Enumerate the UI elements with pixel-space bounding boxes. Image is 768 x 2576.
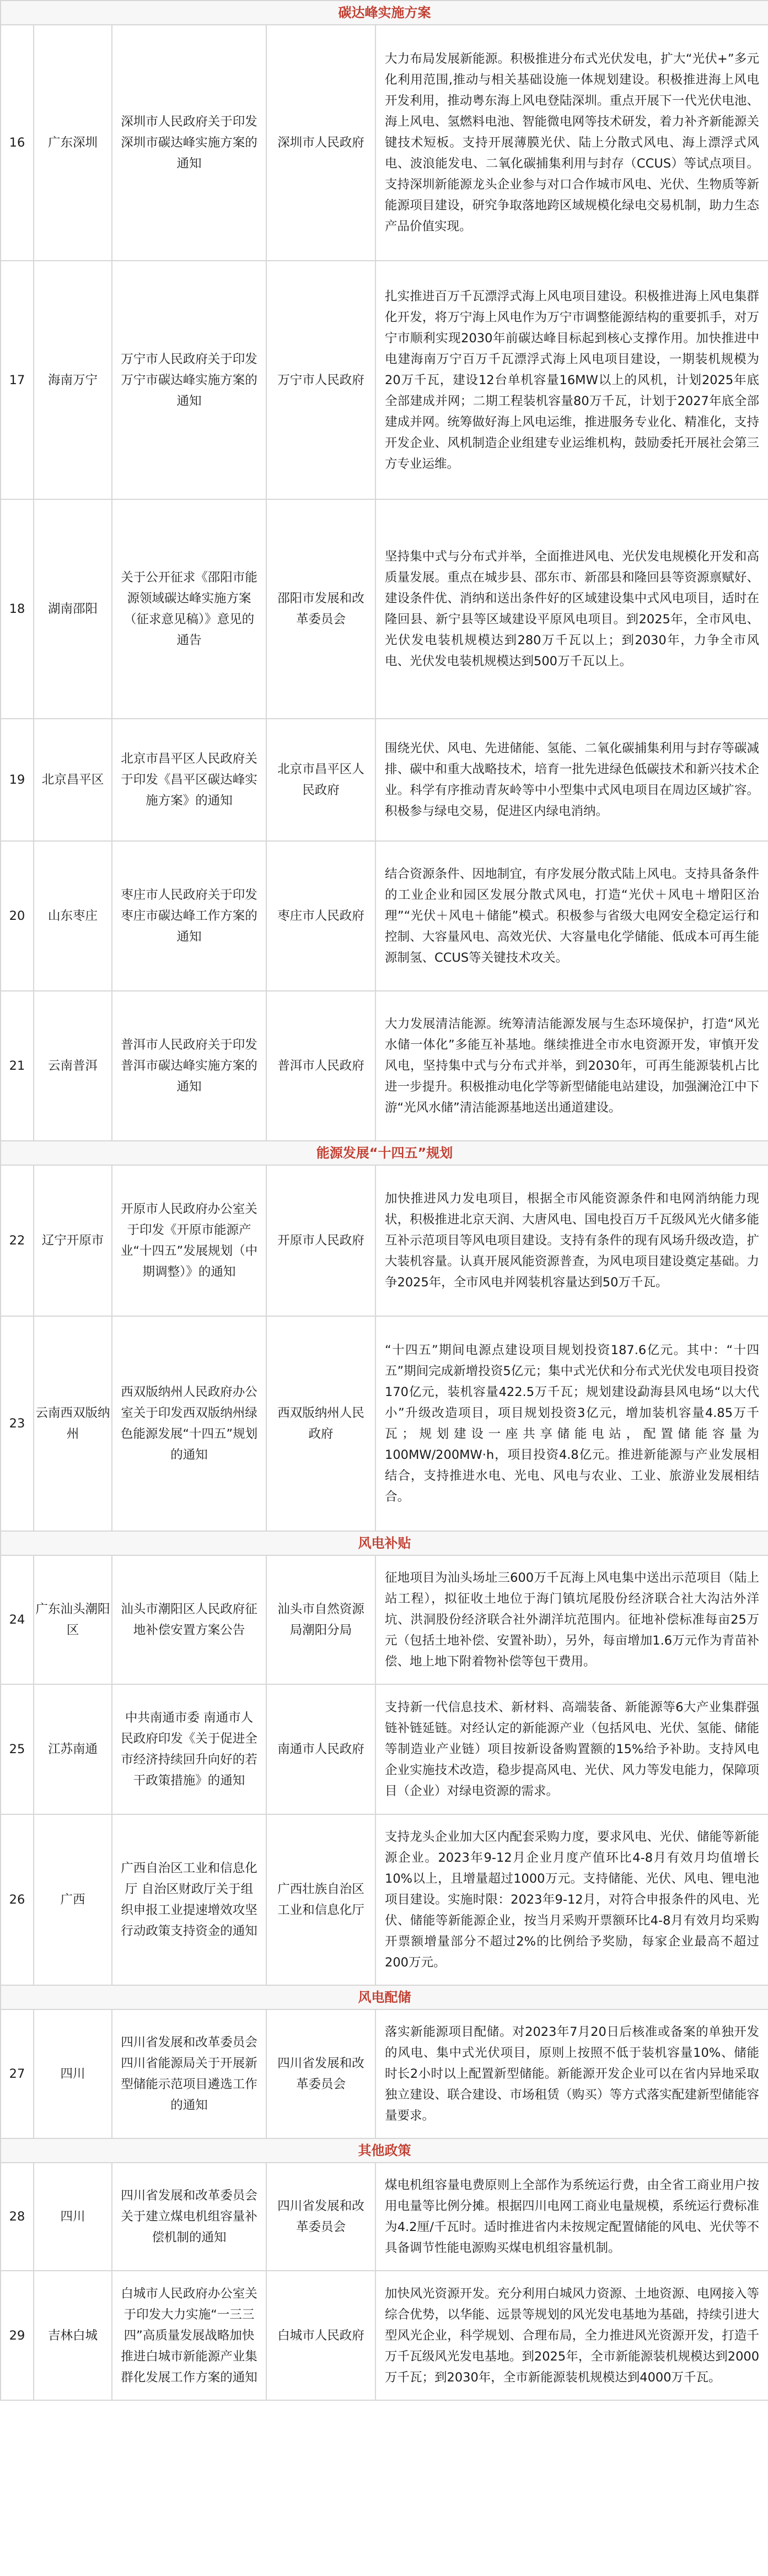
row-content: 围绕光伏、风电、先进储能、氢能、二氧化碳捕集利用与封存等碳减排、碳中和重大战略技术，培育一批先进绿色低碳技术和新兴技术企业。科学有序推动青灰岭等中小型集中式风电项目在周边区域扩容。积极参与绿电交易，促进区内绿电消纳。 [375,719,768,841]
section-title: 风电配储 [1,1985,768,2009]
table-row [1,2009,768,2138]
row-content: 扎实推进百万千瓦漂浮式海上风电项目建设。积极推进海上风电集群化开发，将万宁海上风电作为万宁市调整能源结构的重要抓手，对万宁市顺利实现2030年前碳达峰目标起到核心支撑作用。加快推进中电建海南万宁百万千瓦漂浮式海上风电项目建设，一期装机规模为20万千瓦，建设12台单机容量16MW以上的风机，计划2025年底全部建成并网；二期工程装机容量80万千瓦，计划于2027年底全部建成并网。统筹做好海上风电运维，推进服务专业化、精准化，支持开发企业、风机制造企业组建专业运维机构，鼓励委托开展社会第三方专业运维。 [375,261,768,499]
table-row [1,25,768,261]
row-region: 广东汕头潮阳区 [34,1555,112,1684]
row-document-name: 万宁市人民政府关于印发万宁市碳达峰实施方案的通知 [112,261,266,499]
row-number: 20 [1,841,34,991]
row-content: 坚持集中式与分布式并举，全面推进风电、光伏发电规模化开发和高质量发展。重点在城步县、邵东市、新邵县和隆回县等资源禀赋好、建设条件优、消纳和送出条件好的区域建设集中式风电项目，适时在隆回县、新宁县等区域建设平原风电项目。到2025年，全市风电、光伏发电装机规模达到280万千瓦以上；到2030年，力争全市风电、光伏发电装机规模达到500万千瓦以上。 [375,499,768,719]
row-content: 支持龙头企业加大区内配套采购力度，要求风电、光伏、储能等新能源企业。2023年9-12月企业月度产值环比4-8月有效月均值增长10%以上，且增量超过1000万元。支持储能、光伏、风电、锂电池项目建设。实施时限：2023年9-12月，对符合申报条件的风电、光伏、储能等新能源企业，按当月采购开票额环比4-8月有效月均采购开票额增量部分不超过2%的比例给予奖励，每家企业最高不超过200万元。 [375,1814,768,1985]
row-number: 16 [1,25,34,261]
row-content: “十四五”期间电源点建设项目规划投资187.6亿元。其中：“十四五”期间完成新增投资5亿元；集中式光伏和分布式光伏发电项目投资170亿元，装机容量422.5万千瓦；规划建设勐海县风电场“以大代小”升级改造项目，项目规划投资3亿元，增加装机容量4.85万千瓦；规划建设一座共享储能电站，配置储能容量为100MW/200MW·h，项目投资4.8亿元。推进新能源与产业发展相结合，支持推进水电、光电、风电与农业、工业、旅游业发展相结合。 [375,1316,768,1531]
row-content: 大力布局发展新能源。积极推进分布式光伏发电，扩大“光伏+”多元化利用范围,推动与相关基础设施一体规划建设。积极推进海上风电开发利用，推动粤东海上风电登陆深圳。重点开展下一代光伏电池、海上风电、氢燃料电池、智能微电网等技术研发，着力补齐新能源关键技术短板。支持开展薄膜光伏、陆上分散式风电、海上漂浮式风电、波浪能发电、二氧化碳捕集利用与封存（CCUS）等试点项目。支持深圳新能源龙头企业参与对口合作城市风电、光伏、生物质等新能源项目建设，研究争取落地跨区域规模化绿电交易机制，助力生态产品价值实现。 [375,25,768,261]
section-header [1,1531,768,1555]
row-issuer: 汕头市自然资源局潮阳分局 [266,1555,375,1684]
table-row [1,841,768,991]
table-row [1,261,768,499]
row-document-name: 开原市人民政府办公室关于印发《开原市能源产业“十四五”发展规划（中期调整）》的通知 [112,1165,266,1316]
row-issuer: 邵阳市发展和改革委员会 [266,499,375,719]
row-issuer: 白城市人民政府 [266,2271,375,2400]
row-content: 落实新能源项目配储。对2023年7月20日后核准或备案的单独开发的风电、集中式光伏项目，原则上按照不低于装机容量10%、储能时长2小时以上配置新型储能。新能源开发企业可以在省内异地采取独立建设、联合建设、市场租赁（购买）等方式落实配建新型储能容量要求。 [375,2009,768,2138]
row-content: 征地项目为汕头场址三600万千瓦海上风电集中送出示范项目（陆上站工程），拟征收土地位于海门镇坑尾股份经济联合社大沟沽外洋坑、洪洞股份经济联合社外湖洋坑范围内。征地补偿标准每亩25万元（包括土地补偿、安置补助），另外，每亩增加1.6万元作为青苗补偿、地上地下附着物补偿等包干费用。 [375,1555,768,1684]
row-issuer: 万宁市人民政府 [266,261,375,499]
table-row [1,499,768,719]
table-row [1,2271,768,2400]
table-row [1,1684,768,1814]
row-issuer: 深圳市人民政府 [266,25,375,261]
row-content: 加快风光资源开发。充分利用白城风力资源、土地资源、电网接入等综合优势，以华能、远景等规划的风光发电基地为基础，持续引进大型风光企业，科学规划、合理布局，全力推进风光资源开发，打造千万千瓦级风光发电基地。到2025年，全市新能源装机规模达到2000万千瓦；到2030年，全市新能源装机规模达到4000万千瓦。 [375,2271,768,2400]
table-row [1,1814,768,1985]
row-region: 北京昌平区 [34,719,112,841]
row-region: 云南普洱 [34,991,112,1141]
row-document-name: 白城市人民政府办公室关于印发大力实施“一三三四”高质量发展战略加快推进白城市新能源产业集群化发展工作方案的通知 [112,2271,266,2400]
row-number: 22 [1,1165,34,1316]
row-document-name: 深圳市人民政府关于印发深圳市碳达峰实施方案的通知 [112,25,266,261]
row-issuer: 南通市人民政府 [266,1684,375,1814]
row-document-name: 汕头市潮阳区人民政府征地补偿安置方案公告 [112,1555,266,1684]
row-number: 26 [1,1814,34,1985]
row-region: 四川 [34,2009,112,2138]
row-region: 广西 [34,1814,112,1985]
row-content: 结合资源条件、因地制宜，有序发展分散式陆上风电。支持具备条件的工业企业和园区发展分散式风电，打造“光伏＋风电＋增阳区治理”“光伏＋风电＋储能”模式。积极参与省级大电网安全稳定运行和控制、大容量风电、高效光伏、大容量电化学储能、低成本可再生能源制氢、CCUS等关键技术攻关。 [375,841,768,991]
row-number: 27 [1,2009,34,2138]
row-number: 19 [1,719,34,841]
row-issuer: 开原市人民政府 [266,1165,375,1316]
table-row [1,991,768,1141]
row-region: 海南万宁 [34,261,112,499]
row-region: 辽宁开原市 [34,1165,112,1316]
table-row [1,1316,768,1531]
row-region: 湖南邵阳 [34,499,112,719]
row-issuer: 普洱市人民政府 [266,991,375,1141]
row-number: 24 [1,1555,34,1684]
row-issuer: 四川省发展和改革委员会 [266,2163,375,2271]
row-region: 四川 [34,2163,112,2271]
row-document-name: 中共南通市委 南通市人民政府印发《关于促进全市经济持续回升向好的若干政策措施》的通知 [112,1684,266,1814]
section-title: 能源发展“十四五”规划 [1,1141,768,1165]
row-document-name: 西双版纳州人民政府办公室关于印发西双版纳州绿色能源发展“十四五”规划的通知 [112,1316,266,1531]
table-row [1,1165,768,1316]
table-row [1,719,768,841]
row-document-name: 北京市昌平区人民政府关于印发《昌平区碳达峰实施方案》的通知 [112,719,266,841]
row-number: 29 [1,2271,34,2400]
row-document-name: 四川省发展和改革委员会关于建立煤电机组容量补偿机制的通知 [112,2163,266,2271]
row-content: 煤电机组容量电费原则上全部作为系统运行费，由全省工商业用户按用电量等比例分摊。根据四川电网工商业电量规模，系统运行费标准为4.2厘/千瓦时。适时推进省内未按规定配置储能的风电、光伏等不具备调节性能电源购买煤电机组容量机制。 [375,2163,768,2271]
section-title: 其他政策 [1,2138,768,2163]
row-region: 山东枣庄 [34,841,112,991]
row-document-name: 枣庄市人民政府关于印发枣庄市碳达峰工作方案的通知 [112,841,266,991]
row-issuer: 西双版纳州人民政府 [266,1316,375,1531]
section-header [1,1,768,25]
row-document-name: 关于公开征求《邵阳市能源领域碳达峰实施方案（征求意见稿）》意见的通告 [112,499,266,719]
row-region: 江苏南通 [34,1684,112,1814]
section-header [1,1985,768,2009]
row-number: 23 [1,1316,34,1531]
row-number: 18 [1,499,34,719]
section-header [1,2138,768,2163]
row-content: 大力发展清洁能源。统筹清洁能源发展与生态环境保护，打造“风光水储一体化”多能互补基地。继续推进全市水电资源开发，审慎开发风电，坚持集中式与分布式并举，到2030年，可再生能源装机占比进一步提升。积极推动电化学等新型储能电站建设，加强澜沧江中下游“光风水储”清洁能源基地送出通道建设。 [375,991,768,1141]
row-issuer: 四川省发展和改革委员会 [266,2009,375,2138]
row-document-name: 普洱市人民政府关于印发普洱市碳达峰实施方案的通知 [112,991,266,1141]
section-title: 风电补贴 [1,1531,768,1555]
section-title: 碳达峰实施方案 [1,1,768,25]
table-row [1,1555,768,1684]
section-header [1,1141,768,1165]
row-document-name: 广西自治区工业和信息化厅 自治区财政厅关于组织申报工业提速增效攻坚行动政策支持资金的通知 [112,1814,266,1985]
row-issuer: 枣庄市人民政府 [266,841,375,991]
row-content: 加快推进风力发电项目，根据全市风能资源条件和电网消纳能力现状，积极推进北京天润、大唐风电、国电投百万千瓦级风光火储多能互补示范项目等风电项目建设。支持有条件的现有风场升级改造，扩大装机容量。认真开展风能资源普查，为风电项目建设奠定基础。力争2025年，全市风电并网装机容量达到50万千瓦。 [375,1165,768,1316]
row-issuer: 广西壮族自治区工业和信息化厅 [266,1814,375,1985]
row-number: 28 [1,2163,34,2271]
table-row [1,2163,768,2271]
row-content: 支持新一代信息技术、新材料、高端装备、新能源等6大产业集群强链补链延链。对经认定的新能源产业（包括风电、光伏、氢能、储能等制造业产业链）项目按新设备购置额的15%给予补助。支持风电企业实施技术改造，稳步提高风电、光伏、风力等发电能力，保障项目（企业）对绿电资源的需求。 [375,1684,768,1814]
row-number: 17 [1,261,34,499]
row-number: 25 [1,1684,34,1814]
row-region: 吉林白城 [34,2271,112,2400]
row-number: 21 [1,991,34,1141]
row-issuer: 北京市昌平区人民政府 [266,719,375,841]
row-document-name: 四川省发展和改革委员会 四川省能源局关于开展新型储能示范项目遴选工作的通知 [112,2009,266,2138]
row-region: 云南西双版纳州 [34,1316,112,1531]
row-region: 广东深圳 [34,25,112,261]
